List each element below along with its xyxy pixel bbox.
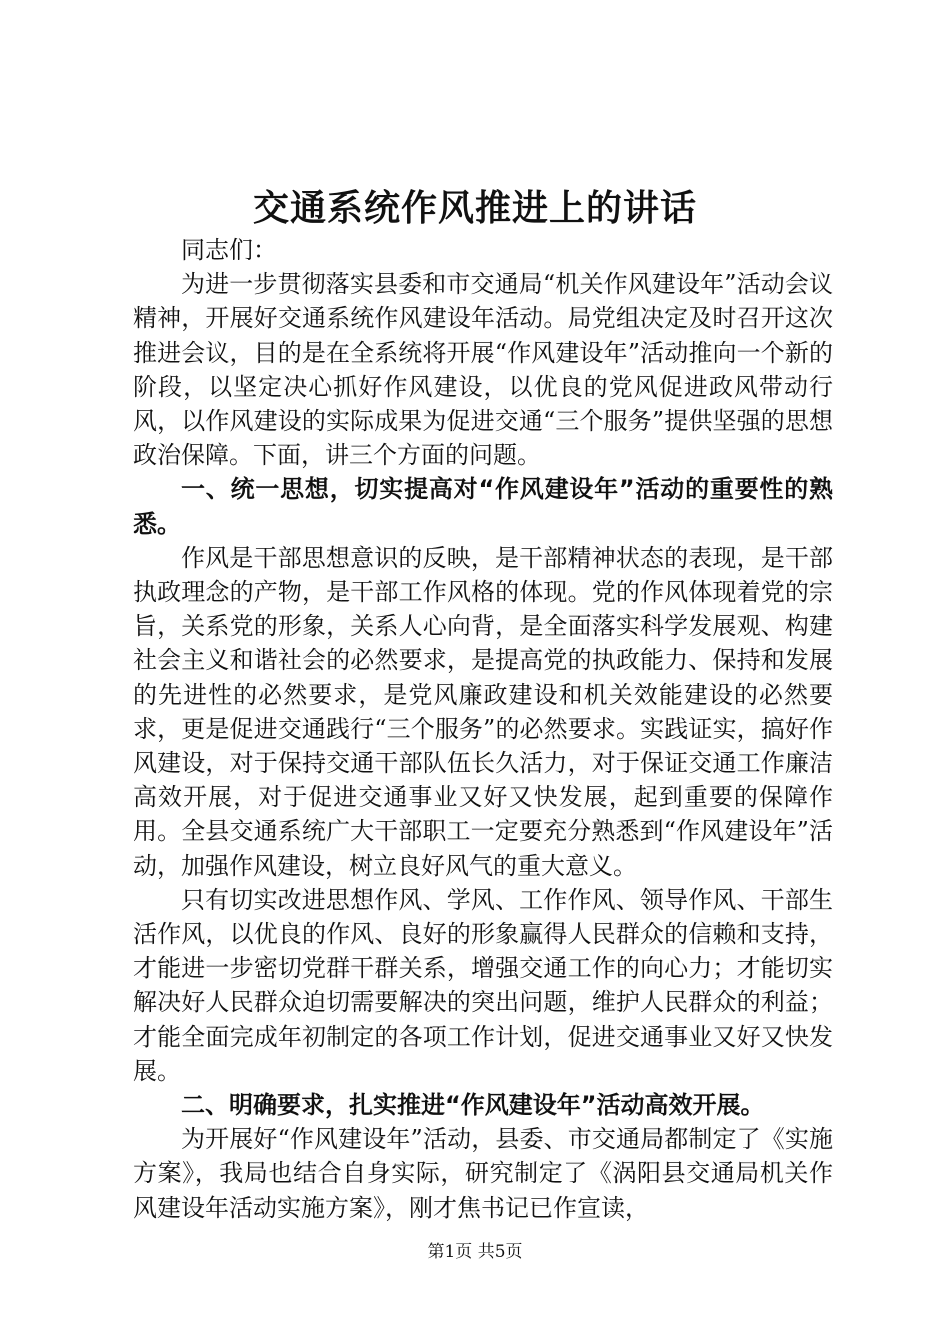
document-title: 交通系统作风推进上的讲话: [252, 187, 697, 229]
paragraph-intro: 为进一步贯彻落实县委和市交通局“机关作风建设年”活动会议精神，开展好交通系统作风建设年活动。局党组决定及时召开这次推进会议，目的是在全系统将开展“作风建设年”活动推向一个新的阶段，以坚定决心抓好作风建设，以优良的党风促进政风带动行风，以作风建设的实际成果为促进交通“三个服务”提供坚强的思想政治保障。下面，讲三个方面的问题。: [133, 270, 833, 470]
paragraph-section-1-b: 只有切实改进思想作风、学风、工作作风、领导作风、干部生活作风，以优良的作风、良好的形象赢得人民群众的信赖和支持，才能进一步密切党群干群关系，增强交通工作的向心力；才能切实解决好人民群众迫切需要解决的突出问题，维护人民群众的利益；才能全面完成年初制定的各项工作计划，促进交通事业又好又快发展。: [133, 885, 833, 1085]
page-number-footer: 第1页 共5页: [427, 1242, 523, 1262]
section-heading-2: 二、明确要求，扎实推进“作风建设年”活动高效开展。: [181, 1091, 765, 1120]
greeting: 同志们：: [181, 236, 277, 264]
paragraph-section-2-a: 为开展好“作风建设年”活动，县委、市交通局都制定了《实施方案》，我局也结合自身实际，研究制定了《涡阳县交通局机关作风建设年活动实施方案》，刚才焦书记已作宣读，: [133, 1125, 833, 1222]
section-heading-1: 一、统一思想，切实提高对“作风建设年”活动的重要性的熟悉。: [133, 475, 833, 538]
document-body: [133, 233, 833, 1225]
paragraph-section-1-a: 作风是干部思想意识的反映，是干部精神状态的表现，是干部执政理念的产物，是干部工作风格的体现。党的作风体现着党的宗旨，关系党的形象，关系人心向背，是全面落实科学发展观、构建社会主义和谐社会的必然要求，是提高党的执政能力、保持和发展的先进性的必然要求，是党风廉政建设和机关效能建设的必然要求，更是促进交通践行“三个服务”的必然要求。实践证实，搞好作风建设，对于保持交通干部队伍长久活力，对于保证交通工作廉洁高效开展，对于促进交通事业又好又快发展，起到重要的保障作用。全县交通系统广大干部职工一定要充分熟悉到“作风建设年”活动，加强作风建设，树立良好风气的重大意义。: [133, 543, 833, 880]
